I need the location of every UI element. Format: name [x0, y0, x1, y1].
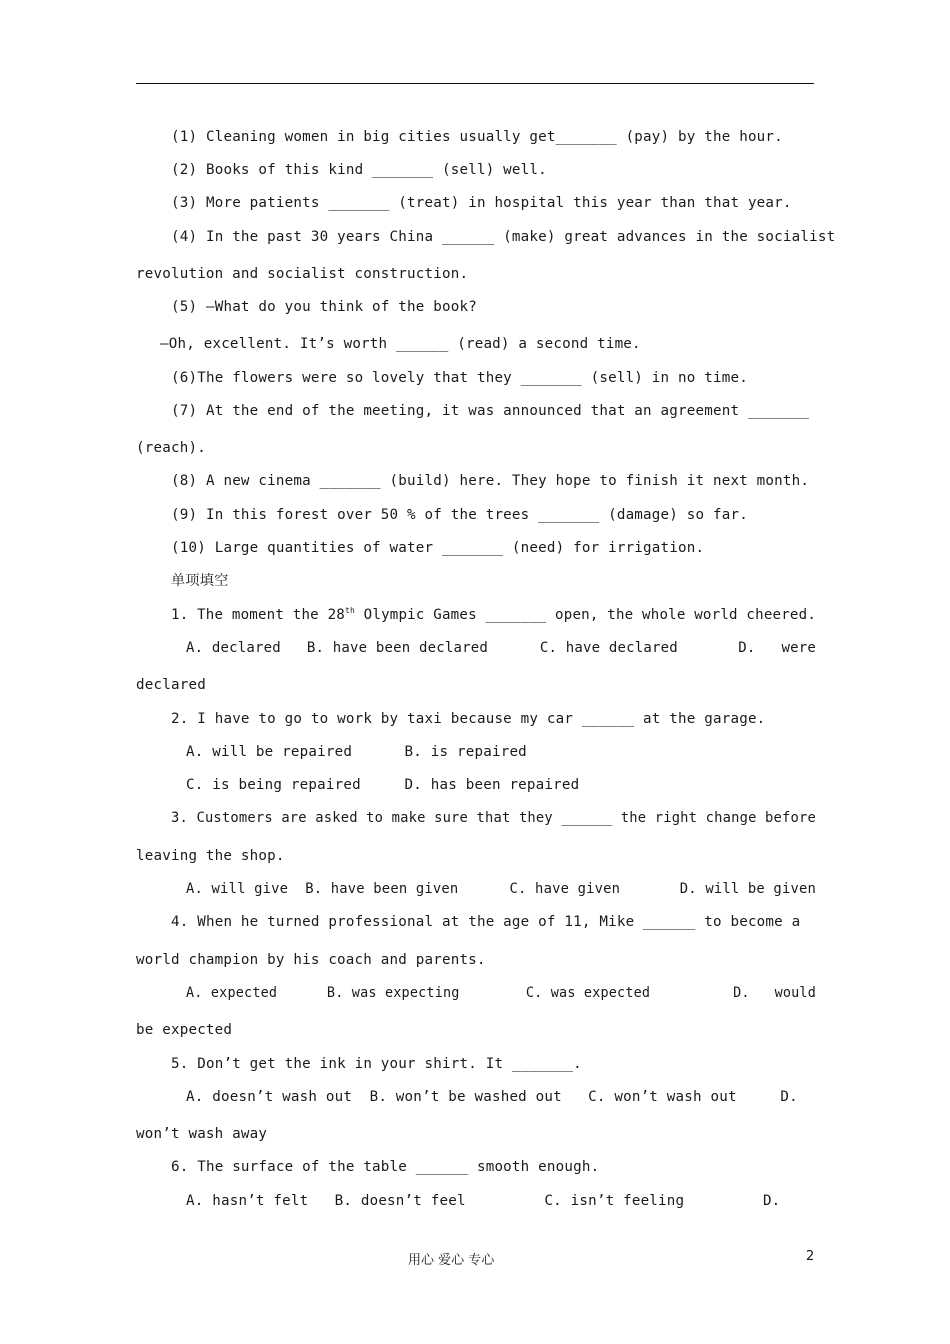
fill-in-item-5-answer: —Oh, excellent. It’s worth ______ (read) a second time. [160, 336, 641, 352]
question-4-options: A. expected B. was expecting C. was expected D. would [186, 985, 817, 1001]
question-5-options-cont: won’t wash away [136, 1126, 268, 1142]
question-1-stem-after: Olympic Games _______ open, the whole world cheered. [354, 607, 817, 623]
fill-in-item-8: (8) A new cinema _______ (build) here. They hope to finish it next month. [171, 473, 810, 489]
fill-in-item-10: (10) Large quantities of water _______ (need) for irrigation. [171, 540, 705, 556]
question-1-stem-before: 1. The moment the 28 [171, 607, 345, 623]
question-6-options: A. hasn’t felt B. doesn’t feel C. isn’t feeling D. [186, 1193, 781, 1209]
question-3-options: A. will give B. have been given C. have given D. will be given [186, 881, 817, 897]
fill-in-item-4: (4) In the past 30 years China ______ (make) great advances in the socialist [171, 229, 836, 245]
question-4-stem: 4. When he turned professional at the age of 11, Mike ______ to become a [171, 914, 801, 930]
section-heading: 单项填空 [171, 573, 229, 589]
fill-in-item-7-cont: (reach). [136, 440, 206, 456]
question-1-superscript: th [344, 606, 355, 615]
question-3-stem-cont: leaving the shop. [136, 848, 285, 864]
question-2-options-cd: C. is being repaired D. has been repaired [186, 777, 580, 793]
header-rule [136, 83, 814, 84]
question-4-stem-cont: world champion by his coach and parents. [136, 952, 486, 968]
question-5-stem: 5. Don’t get the ink in your shirt. It _______. [171, 1056, 582, 1072]
question-1-options-cont: declared [136, 677, 206, 693]
question-1-options: A. declared B. have been declared C. have declared D. were [186, 640, 816, 656]
footer-motto: 用心 爱心 专心 [408, 1253, 495, 1268]
question-2-stem: 2. I have to go to work by taxi because my car ______ at the garage. [171, 711, 766, 727]
fill-in-item-3: (3) More patients _______ (treat) in hospital this year than that year. [171, 195, 792, 211]
fill-in-item-7: (7) At the end of the meeting, it was announced that an agreement _______ [171, 403, 810, 419]
question-1-stem [171, 606, 816, 624]
fill-in-item-5: (5) —What do you think of the book? [171, 299, 477, 315]
question-5-options: A. doesn’t wash out B. won’t be washed out C. won’t wash out D. [186, 1089, 798, 1105]
page-number: 2 [806, 1249, 815, 1264]
fill-in-item-2: (2) Books of this kind _______ (sell) well. [171, 162, 547, 178]
fill-in-item-6: (6)The flowers were so lovely that they _______ (sell) in no time. [171, 370, 748, 386]
question-2-options-ab: A. will be repaired B. is repaired [186, 744, 527, 760]
question-4-options-cont: be expected [136, 1022, 233, 1038]
question-3-stem: 3. Customers are asked to make sure that they ______ the right change before [171, 810, 816, 826]
fill-in-item-1: (1) Cleaning women in big cities usually get_______ (pay) by the hour. [171, 129, 783, 145]
question-6-stem: 6. The surface of the table ______ smooth enough. [171, 1159, 600, 1175]
fill-in-item-9: (9) In this forest over 50 % of the trees _______ (damage) so far. [171, 507, 748, 523]
fill-in-item-4-cont: revolution and socialist construction. [136, 266, 469, 282]
